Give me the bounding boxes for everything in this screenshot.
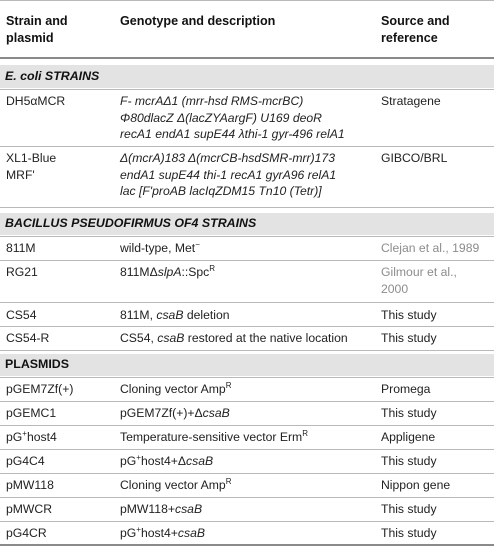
row-pgem7-desc-sup: R — [225, 381, 232, 390]
row-pgem7-source: Promega — [381, 382, 431, 396]
row-rg21-desc — [120, 264, 215, 281]
row-cs54r-name: CS54-R — [6, 331, 50, 345]
row-pg4cr-source: This study — [381, 526, 437, 540]
row-pgemc1-desc — [120, 405, 230, 422]
row-rg21-desc-gene: slpA — [157, 265, 182, 279]
row-pmwcr-desc-a: pMW118+ — [120, 502, 175, 516]
row-811m-desc-sup: − — [195, 240, 200, 249]
row-rg21-source-line1[interactable]: Gilmour et al., — [381, 265, 457, 279]
row-811m-name: 811M — [6, 241, 36, 255]
row-xl1-desc — [120, 150, 336, 200]
row-rule — [0, 425, 494, 426]
table-header — [0, 0, 494, 56]
row-pgemc1-name: pGEMC1 — [6, 406, 57, 420]
row-pgem7-name: pGEM7Zf(+) — [6, 382, 74, 396]
row-rule — [0, 497, 494, 498]
row-pg4cr-desc-b: host4+ — [140, 526, 178, 540]
section-ecoli-title — [5, 69, 99, 83]
row-rule — [0, 401, 494, 402]
row-pg4c4-desc-sup: + — [136, 453, 141, 462]
row-dh5-desc-line1: F- mcrAΔ1 (mrr-hsd RMS-mcrBC) — [120, 94, 304, 108]
row-rule — [0, 302, 494, 303]
section-bacillus-title — [5, 216, 256, 230]
row-cs54r-desc-gene: csaB — [157, 331, 185, 345]
row-rule — [0, 146, 494, 147]
section-plasmids — [0, 354, 494, 376]
row-rg21-desc-a: 811MΔ — [120, 265, 158, 279]
row-pg4c4-desc — [120, 453, 213, 470]
header-strain-plasmid — [6, 13, 68, 47]
row-pg4c4-desc-b: host4+Δ — [140, 454, 187, 468]
row-cs54-desc-gene: csaB — [156, 308, 184, 322]
row-pmw118-desc — [120, 477, 231, 494]
row-pgemc1-desc-gene: csaB — [202, 406, 230, 420]
row-xl1-desc-line2: endA1 supE44 thi-1 recA1 gyrA96 relA1 — [120, 167, 337, 182]
row-rg21-name: RG21 — [6, 265, 38, 279]
row-pghost4-desc-text: Temperature-sensitive vector Erm — [120, 430, 303, 444]
row-cs54r-desc-a: CS54, — [120, 331, 158, 345]
row-xl1-source: GIBCO/BRL — [381, 151, 448, 165]
header-strain-line1: Strain and — [6, 14, 68, 28]
row-pghost4-desc — [120, 429, 308, 446]
row-rule — [0, 89, 494, 90]
row-cs54r-desc-c: restored at the native location — [184, 331, 348, 345]
row-pmwcr-desc — [120, 501, 202, 518]
row-pmw118-name: pMW118 — [6, 478, 54, 492]
row-pg4c4-desc-gene: csaB — [186, 454, 214, 468]
row-pgemc1-source: This study — [381, 406, 437, 420]
row-cs54r-source: This study — [381, 331, 437, 345]
row-dh5-desc — [120, 93, 345, 143]
row-pghost4-name — [6, 429, 57, 446]
row-cs54-name: CS54 — [6, 308, 37, 322]
section-bacillus-text: BACILLUS PSEUDOFIRMUS OF4 STRAINS — [5, 216, 257, 230]
row-pghost4-name-a: pG — [6, 430, 23, 444]
row-dh5-source: Stratagene — [381, 94, 441, 108]
row-811m-desc — [120, 240, 200, 257]
section-bacillus — [0, 213, 494, 235]
row-dh5-name: DH5αMCR — [6, 94, 66, 108]
row-pmw118-source: Nippon gene — [381, 478, 451, 492]
row-pmwcr-desc-gene: csaB — [174, 502, 203, 516]
row-pg4cr-desc-a: pG — [120, 526, 137, 540]
row-pmw118-desc-text: Cloning vector Amp — [120, 478, 226, 492]
row-pgem7-desc-text: Cloning vector Amp — [120, 382, 226, 396]
row-rule — [0, 326, 494, 327]
section-ecoli — [0, 65, 494, 88]
row-pg4cr-desc-gene: csaB — [177, 526, 205, 540]
row-rule — [0, 521, 494, 522]
header-source-line2: reference — [381, 31, 438, 45]
header-source — [381, 13, 450, 47]
row-dh5-desc-line2: Φ80dlacZ Δ(lacZYAargF) U169 deoR — [120, 110, 322, 125]
row-cs54-source: This study — [381, 308, 437, 322]
row-xl1-name-line2: MRF' — [6, 167, 35, 182]
header-source-line1: Source and — [381, 14, 450, 28]
row-rule — [0, 449, 494, 450]
row-cs54-desc — [120, 307, 230, 324]
row-rg21-source[interactable] — [381, 264, 457, 297]
row-pg4c4-name: pG4C4 — [6, 454, 45, 468]
row-cs54-desc-a: 811M, — [120, 308, 157, 322]
row-rule — [0, 377, 494, 378]
bottom-rule — [0, 544, 494, 546]
row-pgemc1-desc-a: pGEM7Zf(+)+Δ — [120, 406, 203, 420]
header-genotype: Genotype and description — [120, 14, 276, 28]
row-xl1-desc-line1: Δ(mcrA)183 Δ(mcrCB-hsdSMR-mrr)173 — [120, 151, 335, 165]
row-cs54r-desc — [120, 330, 348, 347]
row-rg21-desc-sup: R — [209, 264, 216, 273]
row-pg4cr-desc — [120, 525, 205, 542]
row-rule — [0, 236, 494, 237]
row-pg4cr-name: pG4CR — [6, 526, 47, 540]
row-pg4c4-desc-a: pG — [120, 454, 137, 468]
section-plasmids-title: PLASMIDS — [5, 357, 70, 371]
row-xl1-name-line1: XL1-Blue — [6, 151, 57, 165]
row-811m-desc-text: wild-type, Met — [120, 241, 196, 255]
row-xl1-desc-line3: lac [F'proAB lacIqZDM15 Tn10 (Tetr)] — [120, 184, 322, 198]
row-pghost4-source: Appligene — [381, 430, 436, 444]
row-rule — [0, 207, 494, 208]
row-pmwcr-name: pMWCR — [6, 502, 53, 516]
row-811m-source[interactable]: Clejan et al., 1989 — [381, 241, 480, 255]
header-rule — [0, 57, 494, 59]
row-rule — [0, 260, 494, 261]
row-rule — [0, 350, 494, 351]
row-rg21-source-line2[interactable]: 2000 — [381, 281, 409, 296]
row-xl1-name — [6, 150, 56, 183]
row-cs54-desc-c: deletion — [183, 308, 230, 322]
row-pg4cr-desc-sup: + — [136, 525, 141, 534]
row-pg4c4-source: This study — [381, 454, 437, 468]
row-pmwcr-source: This study — [381, 502, 437, 516]
row-pghost4-name-sup: + — [22, 429, 27, 438]
row-pghost4-name-b: host4 — [26, 430, 57, 444]
row-pmw118-desc-sup: R — [225, 477, 232, 486]
section-ecoli-text: E. coli STRAINS — [5, 69, 100, 83]
row-dh5-desc-line3: recA1 endA1 supE44 λthi-1 gyr-496 relA1 — [120, 127, 345, 141]
row-pghost4-desc-sup: R — [302, 429, 308, 438]
row-rule — [0, 473, 494, 474]
header-strain-line2: plasmid — [6, 31, 54, 45]
row-pgem7-desc — [120, 381, 231, 398]
row-rg21-desc-c: ::Spc — [181, 265, 210, 279]
